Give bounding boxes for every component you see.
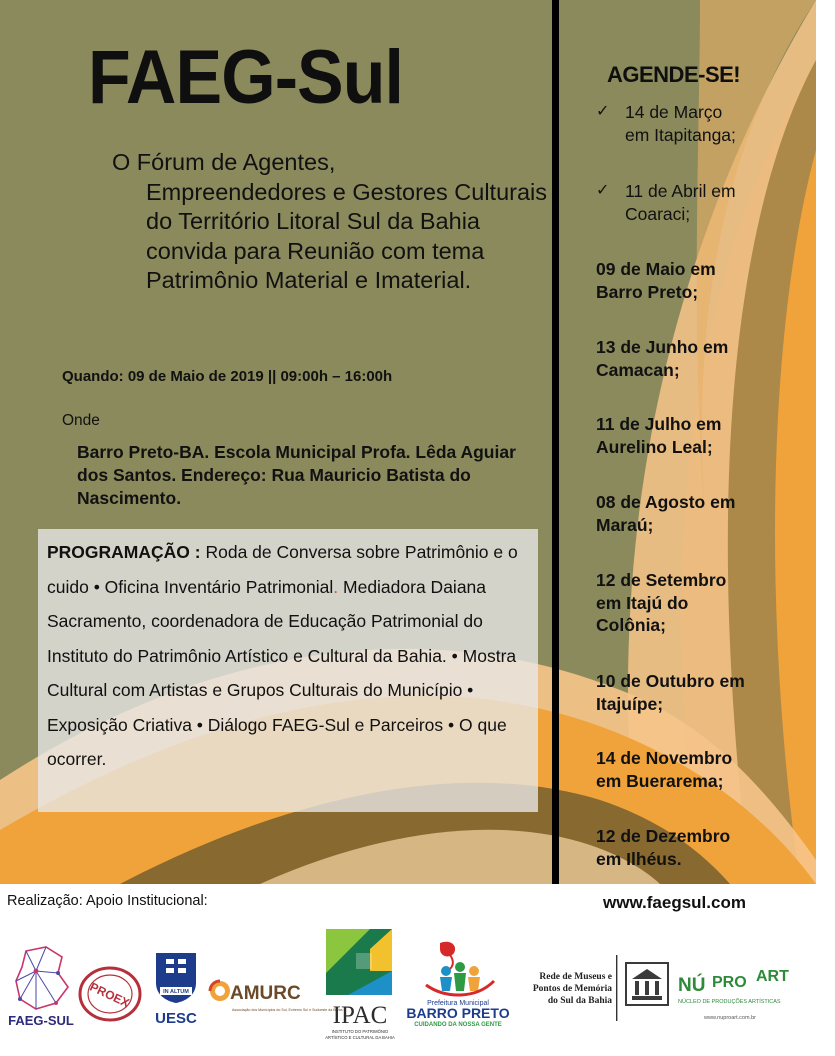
schedule-item-line: em Itapitanga; (625, 124, 736, 145)
schedule-item-line: 13 de Junho em (596, 337, 729, 357)
amurc-subtitle: Associação dos Municípios do Sul, Extremo Sul e Sudoeste da Bahia (232, 1008, 343, 1012)
program-text (47, 535, 537, 777)
vertical-divider (552, 0, 559, 884)
schedule-item-line: Aurelino Leal; (596, 436, 713, 457)
barro-logo-text: BARRO PRETO (406, 1005, 510, 1021)
program-part-2: Mediadora Daiana Sacramento, coordenadora de Educação Patrimonial do Instituto do Patrimônio Artístico e Cultural da Bahia. • Mostra Cultural com Artistas e Grupos Culturais do Município • Exposição Criativa • Diálogo FAEG-Sul e Parceiros • O que ocorrer. (47, 576, 517, 769)
amurc-logo (208, 975, 343, 1019)
barro-logo-top: Prefeitura Municipal (427, 1000, 489, 1007)
schedule-item-4 (596, 413, 806, 458)
schedule-item-line: 11 de Julho em (596, 414, 722, 434)
uesc-motto: IN ALTUM (163, 989, 189, 995)
event-when: Quando: 09 de Maio de 2019 || 09:00h – 16:00h (62, 368, 393, 385)
museus-line-3: do Sul da Bahia (547, 996, 612, 1006)
nuproart-logo (676, 963, 810, 1023)
schedule-item-3 (596, 336, 806, 381)
faeg-sul-logo (6, 943, 76, 1029)
museus-line-2: Pontos de Memória (532, 984, 612, 994)
schedule-item-line: 11 de Abril em (625, 181, 736, 201)
check-icon: ✓ (596, 182, 610, 199)
schedule-item-line: Colônia; (596, 615, 666, 635)
schedule-item-line: Coaraci; (625, 203, 691, 224)
event-title: FAEG-Sul (88, 35, 404, 120)
schedule-heading: AGENDE-SE! (607, 62, 741, 87)
proex-logo-text: PROEX (87, 979, 132, 1011)
schedule-item-2 (596, 258, 806, 303)
program-heading: PROGRAMAÇÃO : (47, 542, 201, 562)
sponsor-logos (0, 925, 816, 1056)
schedule-item-line: 12 de Dezembro (596, 826, 731, 846)
program-dot: . (333, 576, 339, 597)
ipac-subtitle-2: ARTÍSTICO E CULTURAL DA BAHIA (325, 1035, 395, 1040)
invitation-text (112, 148, 552, 296)
invitation-rest: Empreendedores e Gestores Culturais do Território Litoral Sul da Bahia convida para Reunião com tema Patrimônio Material e Imaterial. (146, 178, 548, 293)
schedule-item-0 (596, 101, 835, 146)
nuproart-art: ART (756, 968, 789, 985)
amurc-logo-text: AMURC (230, 983, 301, 1004)
schedule-item-line: em Itajú do (596, 592, 689, 613)
schedule-item-line: 14 de Novembro (596, 748, 733, 768)
schedule-item-line: 12 de Setembro (596, 570, 727, 590)
nuproart-pro: PRO (712, 974, 747, 991)
schedule-item-8 (596, 747, 806, 792)
invitation-first-line: O Fórum de Agentes, (112, 149, 336, 175)
schedule-item-line: em Buerarema; (596, 770, 724, 791)
schedule-item-line: 14 de Março (625, 102, 723, 122)
where-label: Onde (62, 412, 100, 429)
ipac-logo (320, 927, 402, 1045)
schedule-item-1 (596, 180, 835, 225)
uesc-logo-text: UESC (155, 1010, 197, 1027)
schedule-item-5 (596, 491, 806, 536)
uesc-logo (148, 949, 204, 1029)
barro-logo-sub: CUIDANDO DA NOSSA GENTE (414, 1022, 502, 1028)
barro-preto-logo (406, 937, 510, 1029)
rede-museus-logo (516, 953, 618, 1023)
schedule-item-line: Barro Preto; (596, 281, 699, 302)
schedule-item-7 (596, 670, 806, 715)
museum-icon (622, 959, 672, 1009)
nuproart-nu: NÚ (678, 975, 706, 996)
schedule-item-6 (596, 569, 806, 637)
program-part-1: Roda de Conversa sobre Patrimônio e o cuido • Oficina Inventário Patrimonial (47, 542, 518, 597)
website-link[interactable]: www.faegsul.com (603, 893, 746, 912)
nuproart-url: www.nuproart.com.br (704, 1015, 756, 1021)
proex-logo (76, 963, 144, 1025)
schedule-item-line: Camacan; (596, 359, 680, 380)
faeg-logo-text: FAEG-SUL (8, 1013, 74, 1028)
ipac-subtitle-1: INSTITUTO DO PATRIMÔNIO (331, 1029, 389, 1034)
where-text: Barro Preto-BA. Escola Municipal Profa. Lêda Aguiar dos Santos. Endereço: Rua Mauricio Batista do Nascimento. (77, 442, 516, 508)
check-icon: ✓ (596, 103, 610, 120)
schedule-item-line: 10 de Outubro em (596, 671, 745, 691)
schedule-item-line: Maraú; (596, 514, 654, 535)
schedule-item-9 (596, 825, 806, 870)
schedule-item-line: em Ilhéus. (596, 848, 682, 869)
schedule-item-line: 09 de Maio em (596, 259, 716, 279)
ipac-logo-text: IPAC (332, 1002, 388, 1029)
schedule-item-line: 08 de Agosto em (596, 492, 736, 512)
schedule-item-line: Itajuípe; (596, 693, 664, 714)
footer-credits-label: Realização: Apoio Institucional: (7, 893, 208, 909)
nuproart-subtitle: NÚCLEO DE PRODUÇÕES ARTÍSTICAS (678, 999, 781, 1005)
museus-line-1: Rede de Museus e (539, 972, 612, 982)
